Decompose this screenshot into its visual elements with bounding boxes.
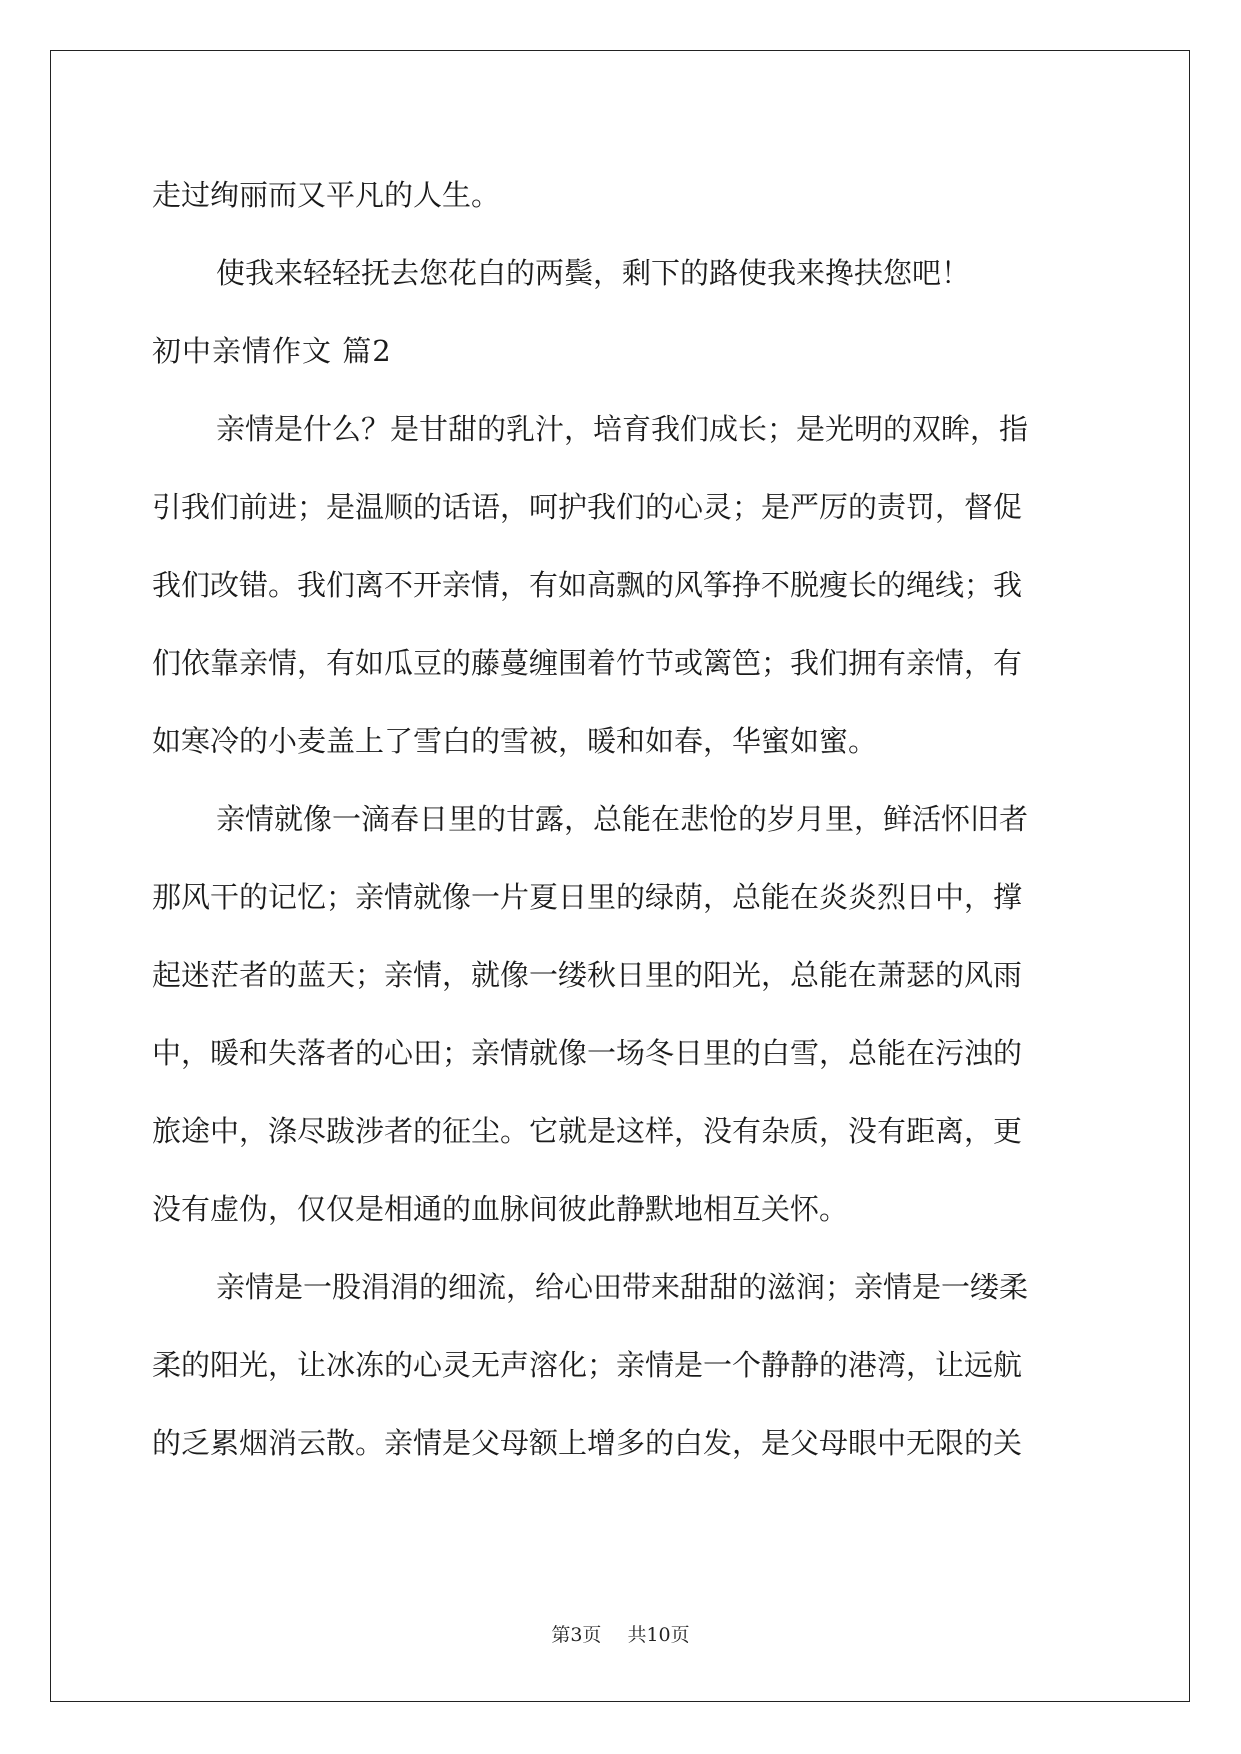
text-line: 们依靠亲情，有如瓜豆的藤蔓缠围着竹节或篱笆；我们拥有亲情，有 bbox=[152, 646, 1023, 680]
text-line: 柔的阳光，让冰冻的心灵无声溶化；亲情是一个静静的港湾，让远航 bbox=[152, 1348, 1023, 1382]
page-total: 共10页 bbox=[627, 1624, 690, 1646]
text-line: 没有虚伪，仅仅是相通的血脉间彼此静默地相互关怀。 bbox=[152, 1192, 849, 1226]
text-line: 中，暖和失落者的心田；亲情就像一场冬日里的白雪，总能在污浊的 bbox=[152, 1036, 1023, 1070]
paragraph-line: 亲情是一股涓涓的细流，给心田带来甜甜的滋润；亲情是一缕柔 bbox=[216, 1270, 1029, 1304]
text-line: 我们改错。我们离不开亲情，有如高飘的风筝挣不脱瘦长的绳线；我 bbox=[152, 568, 1023, 602]
paragraph-line: 亲情就像一滴春日里的甘露，总能在悲怆的岁月里，鲜活怀旧者 bbox=[216, 802, 1029, 836]
text-line: 起迷茫者的蓝天；亲情，就像一缕秋日里的阳光，总能在萧瑟的风雨 bbox=[152, 958, 1023, 992]
section-heading: 初中亲情作文 篇2 bbox=[152, 334, 392, 368]
text-line: 旅途中，涤尽跋涉者的征尘。它就是这样，没有杂质，没有距离，更 bbox=[152, 1114, 1023, 1148]
text-line: 走过绚丽而又平凡的人生。 bbox=[152, 178, 501, 212]
text-line: 如寒冷的小麦盖上了雪白的雪被，暖和如春，华蜜如蜜。 bbox=[152, 724, 878, 758]
page-footer bbox=[0, 1620, 1241, 1647]
paragraph-line: 使我来轻轻抚去您花白的两鬓，剩下的路使我来搀扶您吧！ bbox=[216, 256, 971, 290]
document-body bbox=[152, 165, 1087, 1491]
text-line: 的乏累烟消云散。亲情是父母额上增多的白发，是父母眼中无限的关 bbox=[152, 1426, 1023, 1460]
paragraph-line: 亲情是什么？是甘甜的乳汁，培育我们成长；是光明的双眸，指 bbox=[216, 412, 1029, 446]
page-number: 第3页 bbox=[551, 1624, 602, 1646]
text-line: 引我们前进；是温顺的话语，呵护我们的心灵；是严厉的责罚，督促 bbox=[152, 490, 1023, 524]
text-line: 那风干的记忆；亲情就像一片夏日里的绿荫，总能在炎炎烈日中，撑 bbox=[152, 880, 1023, 914]
